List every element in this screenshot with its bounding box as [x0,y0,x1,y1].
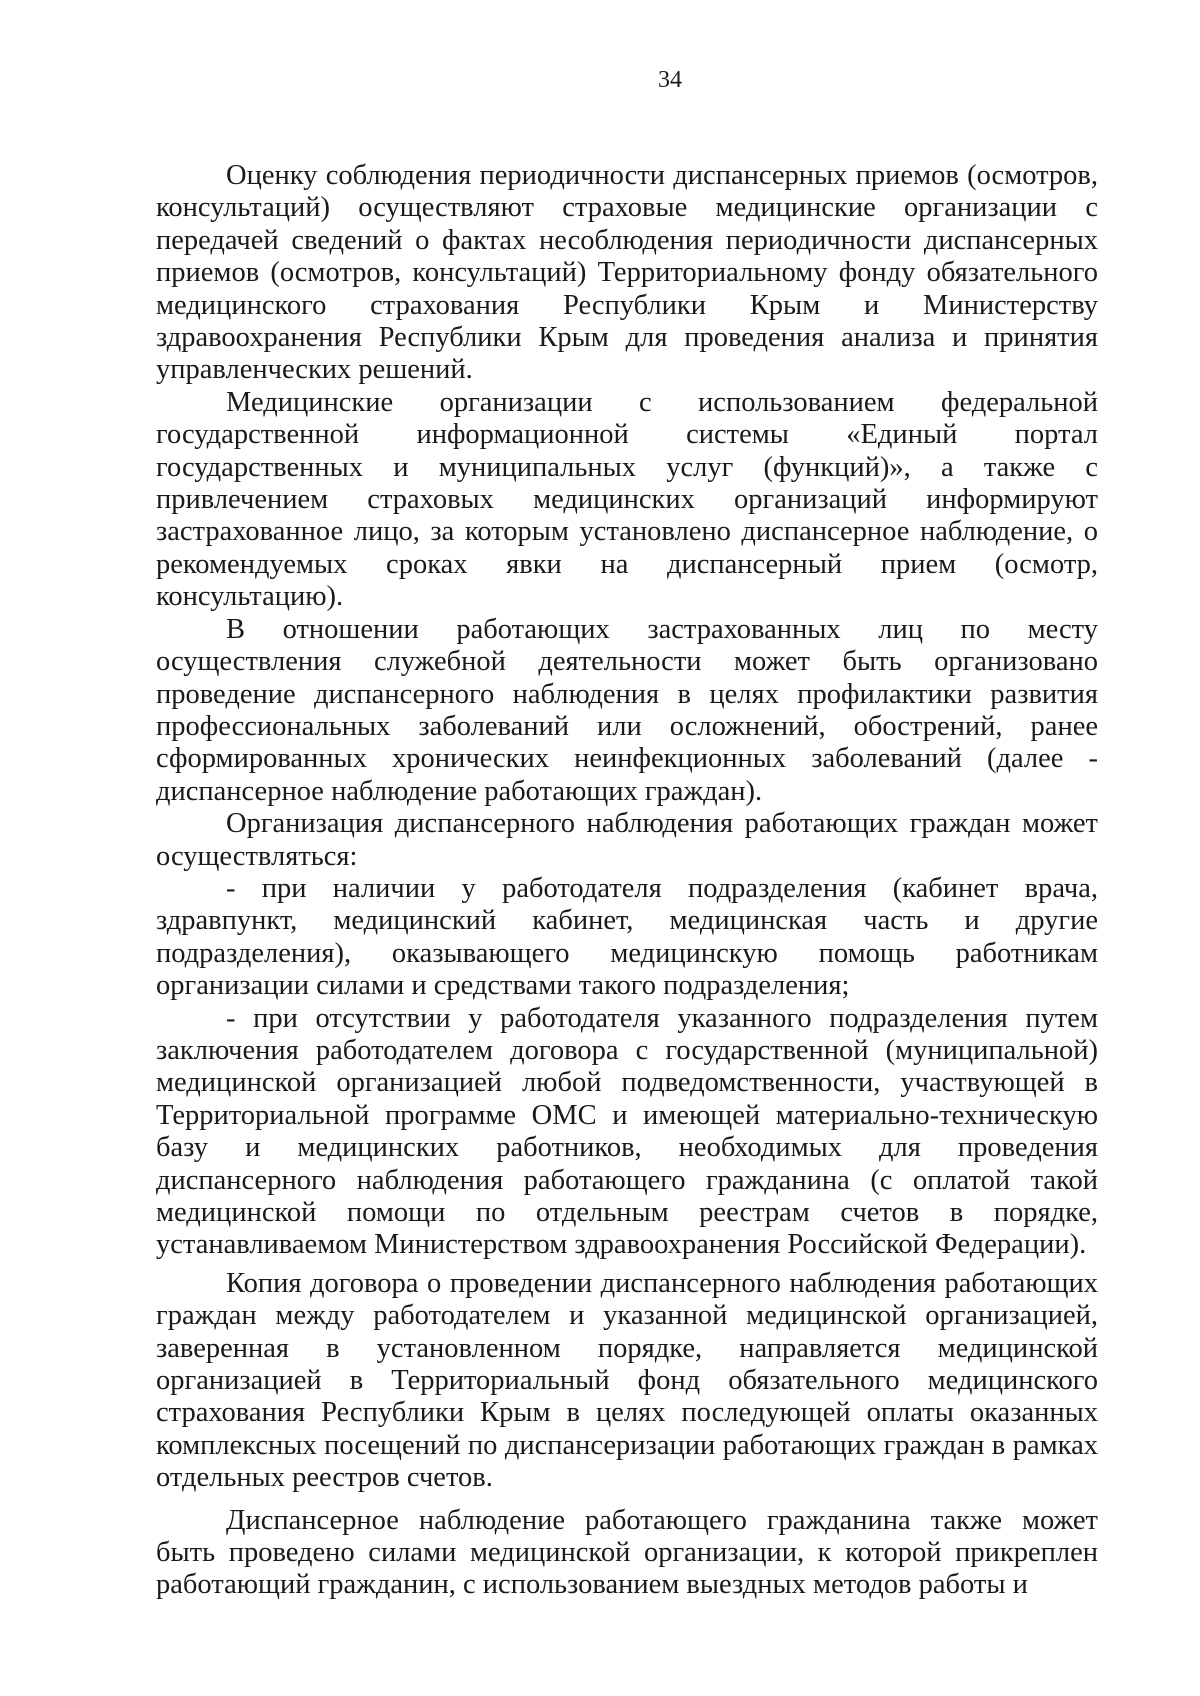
paragraph-assessment: Оценку соблюдения периодичности диспансерных приемов (осмотров, консультаций) осуществляют страховые медицинские организации с передачей сведений о фактах несоблюдения периодичности диспансерных приемов (осмотров, консультаций) Территориальному фонду обязательного медицинского страхования Республики Крым и Министерству здравоохранения Республики Крым для проведения анализа и принятия управленческих решений. [156,160,1098,386]
body-text [156,160,1098,1602]
page-number: 34 [658,67,682,93]
paragraph-working-citizens: В отношении работающих застрахованных лиц по месту осуществления служебной деятельности может быть организовано проведение диспансерного наблюдения в целях профилактики развития профессиональных заболеваний или осложнений, обострений, ранее сформированных хронических неинфекционных заболеваний (далее - диспансерное наблюдение работающих граждан). [156,613,1098,807]
paragraph-organization: Организация диспансерного наблюдения работающих граждан может осуществляться: [156,808,1098,872]
paragraph-contract-copy: Копия договора о проведении диспансерного наблюдения работающих граждан между работодателем и указанной медицинской организацией, заверенная в установленном порядке, направляется медицинской организацией в Территориальный фонд обязательного медицинского страхования Республики Крым в целях последующей оплаты оказанных комплексных посещений по диспансеризации работающих граждан в рамках отдельных реестров счетов. [156,1267,1098,1494]
paragraph-informing: Медицинские организации с использованием федеральной государственной информационной системы «Единый портал государственных и муниципальных услуг (функций)», а также с привлечением страховых медицинских организаций информируют застрахованное лицо, за которым установлено диспансерное наблюдение, о рекомендуемых сроках явки на диспансерный прием (осмотр, консультацию). [156,386,1098,613]
paragraph-attached-org: Диспансерное наблюдение работающего гражданина также может быть проведено силами медицинской организации, к которой прикреплен работающий гражданин, с использованием выездных методов работы и [156,1504,1098,1601]
list-item-contract: - при отсутствии у работодателя указанного подразделения путем заключения работодателем договора с государственной (муниципальной) медицинской организацией любой подведомственности, участвующей в Территориальной программе ОМС и имеющей материально-техническую базу и медицинских работников, необходимых для проведения диспансерного наблюдения работающего гражданина (с оплатой такой медицинской помощи по отдельным реестрам счетов в порядке, устанавливаемом Министерством здравоохранения Российской Федерации). [156,1002,1098,1261]
list-item-employer-unit: - при наличии у работодателя подразделения (кабинет врача, здравпункт, медицинский кабинет, медицинская часть и другие подразделения), оказывающего медицинскую помощь работникам организации силами и средствами такого подразделения; [156,872,1098,1002]
